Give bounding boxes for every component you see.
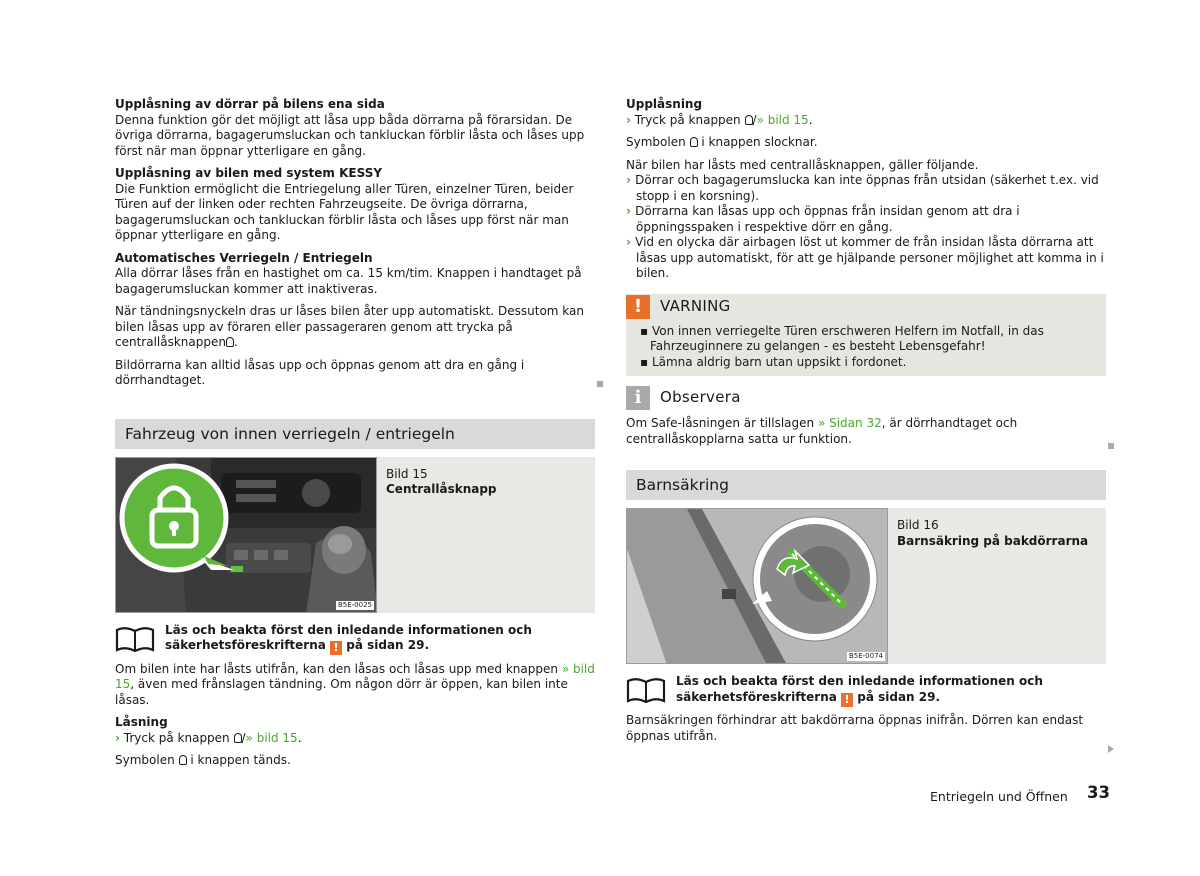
- link-bild-15[interactable]: » bild 15: [245, 730, 298, 745]
- section-end-mark: [597, 381, 603, 387]
- warning-icon: !: [330, 641, 342, 655]
- warning-body: [626, 320, 1106, 371]
- read-first-page: på sidan 29.: [346, 638, 430, 652]
- bullet-icon: ▪: [640, 323, 652, 338]
- figure-15: [115, 457, 595, 613]
- figure-caption: [897, 518, 1097, 549]
- lock-symbol-icon: [226, 337, 234, 347]
- note-header: [626, 386, 1106, 410]
- step-arrow-icon: ›: [626, 204, 636, 218]
- step-arrow-icon: ›: [115, 730, 120, 745]
- read-first-note: [115, 623, 595, 657]
- step-arrow-icon: ›: [626, 235, 636, 249]
- list-item: › Dörrar och bagagerumslucka kan inte öppnas från utsidan (säkerhet t.ex. vid stopp i en korsning).: [626, 173, 1099, 203]
- warning-box: [626, 294, 1106, 377]
- heading-one-side-unlock: Upplåsning av dörrar på bilens ena sida: [115, 97, 385, 111]
- right-column: [626, 97, 1106, 751]
- text-ignition: När tändningsnyckeln dras ur låses bilen åter upp automatiskt. Dessutom kan bilen låsas upp av föraren eller passageraren genom att trycka på centrallåsknappen: [115, 304, 584, 349]
- page-number: 33: [1087, 783, 1110, 802]
- figure-title: Barnsäkring på bakdörrarna: [897, 533, 1089, 548]
- figure-caption: [386, 467, 586, 498]
- text-auto-lock: Alla dörrar låses från en hastighet om ca. 15 km/tim. Knappen i handtaget på bagagerumsluckan kommer att inaktiveras.: [115, 266, 582, 296]
- warning-header: [626, 294, 1106, 320]
- continue-arrow-icon: [1108, 745, 1114, 753]
- read-first-note: [626, 674, 1106, 708]
- note-title: Observera: [660, 388, 741, 407]
- lock-symbol-icon: [234, 733, 242, 743]
- warning-item: ▪ Von innen verriegelte Türen erschweren Helfern im Notfall, in das Fahrzeuginnere zu gelangen - es besteht Lebensgefahr!: [640, 323, 1044, 353]
- list-item: › Dörrarna kan låsas upp och öppnas från insidan genom att dra i öppningsspaken i respektive dörr en gång.: [626, 204, 1020, 234]
- left-column: [115, 97, 595, 776]
- image-code: B5E-0025: [337, 600, 372, 609]
- link-bild-15[interactable]: » bild 15: [756, 112, 809, 127]
- warning-icon: !: [626, 295, 650, 319]
- heading-unlocking: Upplåsning: [626, 97, 703, 111]
- paragraph-symbol-off: Symbolen i knappen slocknar.: [626, 135, 818, 149]
- section-end-mark: [1108, 443, 1114, 449]
- warning-item: ▪ Lämna aldrig barn utan uppsikt i fordonet.: [640, 354, 907, 369]
- list-item: › Vid en olycka där airbagen löst ut kommer de från insidan låsta dörrarna att låsas upp automatiskt, för att ge hjälpande personer möjlighet att komma in i bilen.: [626, 235, 1104, 280]
- figure-16: [626, 508, 1106, 664]
- lock-symbol-icon: [690, 137, 698, 147]
- link-sidan-32[interactable]: » Sidan 32: [817, 416, 882, 430]
- step-arrow-icon: ›: [626, 173, 636, 187]
- lock-symbol-icon: [179, 755, 187, 765]
- lock-symbol-icon: [745, 115, 753, 125]
- warning-icon: !: [841, 693, 853, 707]
- footer-chapter-title: Entriegeln und Öffnen: [930, 789, 1068, 804]
- figure-number: Bild 16: [897, 518, 939, 532]
- book-icon: [626, 677, 666, 703]
- paragraph-lock-button: Om bilen inte har låsts utifrån, kan den låsas och låsas upp med knappen » bild 15, även med frånslagen tändning. Om någon dörr är öppen, kan bilen inte låsas.: [115, 661, 595, 707]
- paragraph-kessy: [115, 166, 595, 244]
- paragraph-child-lock: Barnsäkringen förhindrar att bakdörrarna öppnas inifrån. Dörren kan endast öppnas utifrån.: [626, 713, 1084, 743]
- step-arrow-icon: ›: [626, 112, 631, 127]
- book-icon: [115, 626, 155, 652]
- paragraph-central-lock-list: [626, 158, 1106, 282]
- text-kessy: Die Funktion ermöglicht die Entriegelung aller Türen, einzelner Türen, beider Türen auf der linken oder rechten Fahrzeugseite. De övriga dörrarna, bagagerumsluckan och tankluckan förblir låsta och låses upp först när man öppnar ytterligare en gång.: [115, 181, 574, 242]
- read-first-text: Läs och beakta först den inledande informationen och säkerhetsföreskrifterna: [676, 674, 1043, 704]
- central-lock-button-image: [115, 457, 377, 613]
- paragraph-auto-lock: [115, 251, 595, 298]
- read-first-page: på sidan 29.: [857, 689, 941, 704]
- section-heading-child-lock: Barnsäkring: [626, 470, 1106, 500]
- figure-title: Centrallåsknapp: [386, 482, 497, 496]
- note-box: [626, 386, 1106, 447]
- heading-kessy: Upplåsning av bilen med system KESSY: [115, 166, 383, 180]
- info-icon: i: [626, 386, 650, 410]
- bullet-icon: ▪: [640, 354, 652, 369]
- heading-auto-lock: Automatisches Verriegeln / Entriegeln: [115, 250, 373, 265]
- paragraph-locking: Låsning › Tryck på knappen /» bild 15.: [115, 715, 595, 746]
- figure-number: Bild 15: [386, 466, 428, 481]
- paragraph-ignition: När tändningsnyckeln dras ur låses bilen åter upp automatiskt. Dessutom kan bilen låsas upp av föraren eller passageraren genom att trycka på centrallåsknappen .: [115, 304, 584, 349]
- paragraph-symbol-on: Symbolen i knappen tänds.: [115, 753, 291, 767]
- text-one-side-unlock: Denna funktion gör det möjligt att låsa upp båda dörrarna på förarsidan. De övriga dörrarna, bagagerumsluckan och tankluckan förblir låsta och låses upp först när man öppnar ytterligare en gång.: [115, 112, 585, 158]
- image-code: B5E-0074: [848, 652, 883, 660]
- paragraph-one-side-unlock: [115, 97, 595, 159]
- paragraph-door-handle: [115, 358, 595, 389]
- child-lock-image: [626, 508, 888, 664]
- section-heading-lock-inside: Fahrzeug von innen verriegeln / entriegeln: [115, 419, 595, 449]
- link-bild-15[interactable]: » bild 15: [115, 661, 595, 691]
- paragraph-unlocking: Upplåsning › Tryck på knappen /» bild 15.: [626, 97, 1106, 128]
- text-door-handle: Bildörrarna kan alltid låsas upp och öppnas genom att dra en gång i dörrhandtaget.: [115, 357, 525, 387]
- list-intro: När bilen har låsts med centrallåsknappen, gäller följande.: [626, 157, 979, 172]
- read-first-text: Läs och beakta först den inledande informationen och säkerhetsföreskrifterna: [165, 622, 532, 652]
- heading-locking: Låsning: [115, 715, 168, 729]
- warning-title: VARNING: [660, 296, 731, 315]
- note-text: Om Safe-låsningen är tillslagen » Sidan 32, är dörrhandtaget och centrallåskopplarna satta ur funktion.: [626, 416, 1018, 446]
